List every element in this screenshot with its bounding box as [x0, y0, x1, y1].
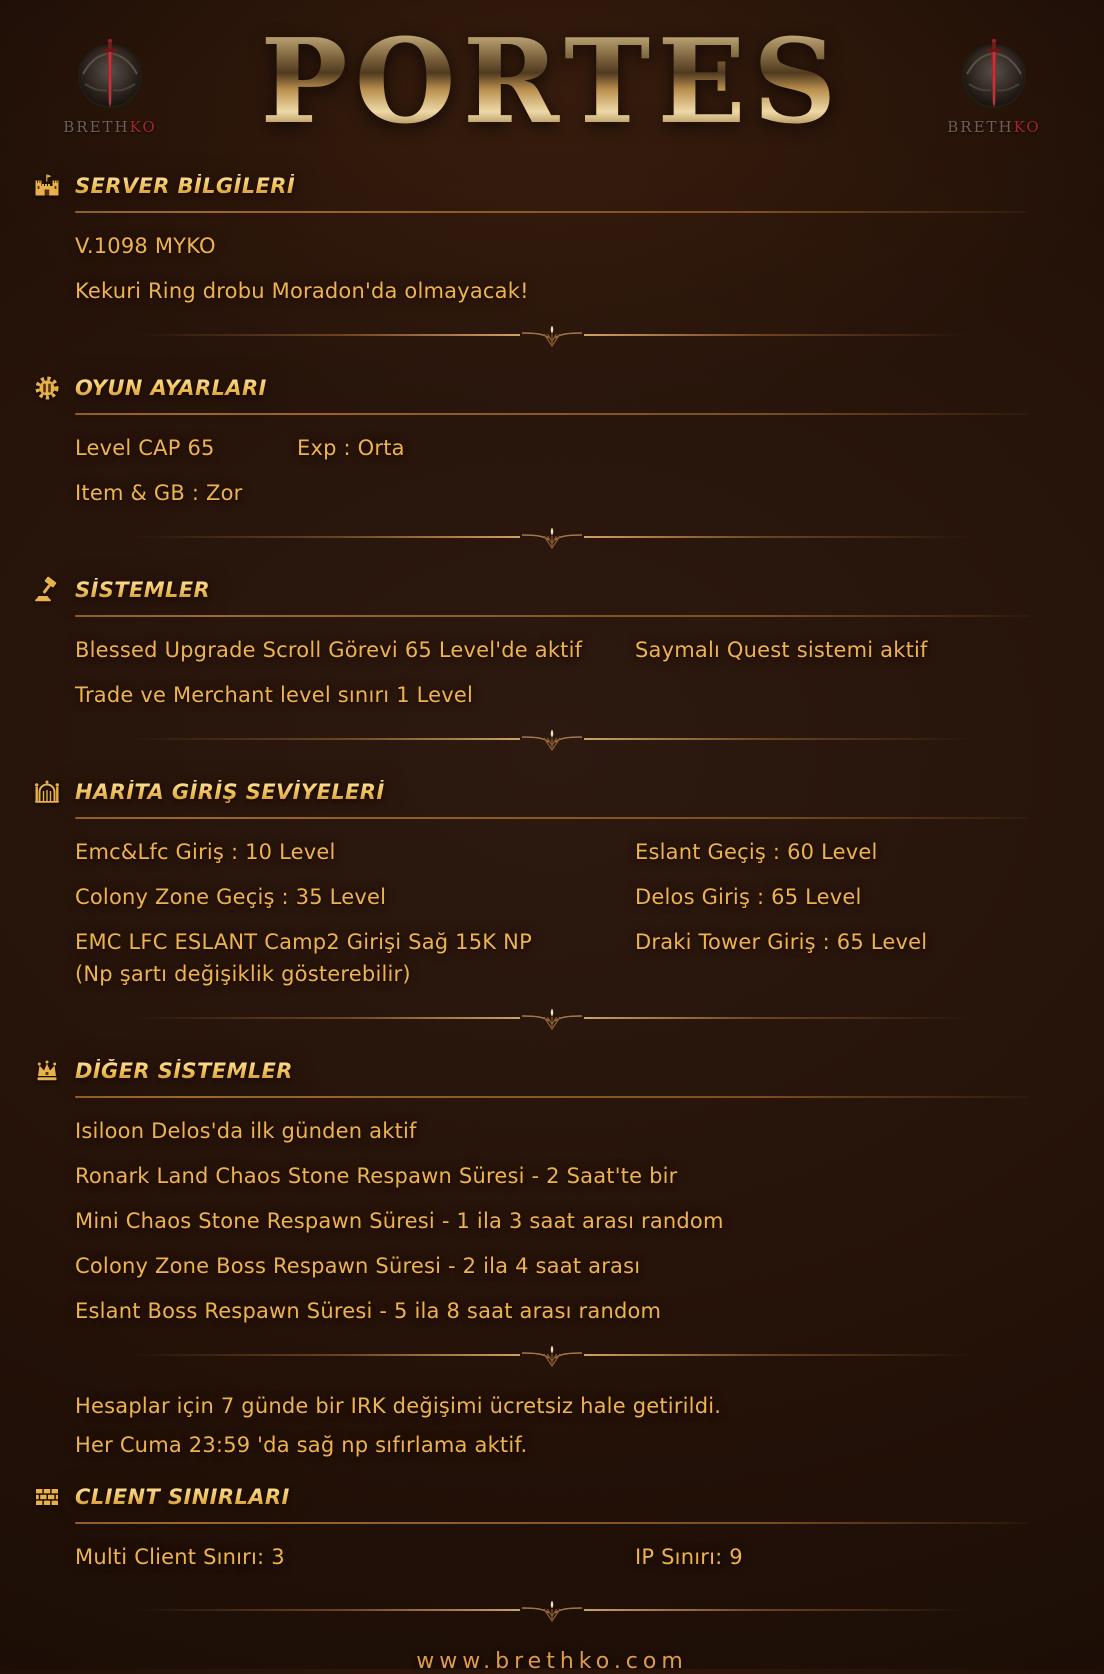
emc-lfc-entry-text: Emc&Lfc Giriş : 10 Level	[75, 840, 336, 864]
ornament-divider	[132, 526, 972, 550]
info-row	[75, 481, 1029, 505]
info-row	[75, 840, 1029, 864]
section-other-systems-header	[33, 1057, 1029, 1085]
portes-logo: PORTES	[0, 0, 1104, 155]
info-row	[75, 1164, 1029, 1188]
main-content	[0, 172, 1104, 1674]
header	[0, 0, 1104, 172]
brethko-sword-emblem-icon	[951, 36, 1037, 122]
crown-icon	[33, 1057, 61, 1085]
section-underline	[75, 211, 1029, 213]
np-condition-text: (Np şartı değişiklik gösterebilir)	[75, 962, 411, 986]
np-reset-note-text: Her Cuma 23:59 'da sağ np sıfırlama aktif.	[75, 1433, 528, 1457]
isiloon-text: Isiloon Delos'da ilk günden aktif	[75, 1119, 417, 1143]
section-underline	[75, 1522, 1029, 1524]
divider-ornament-icon	[520, 1344, 584, 1368]
brethko-wordmark-breth: BRETH	[947, 118, 1014, 136]
ornament-divider	[132, 1007, 972, 1031]
info-row	[75, 683, 1029, 707]
divider-ornament-icon	[520, 324, 584, 348]
info-row	[75, 885, 1029, 909]
section-underline	[75, 413, 1029, 415]
gear-icon	[33, 374, 61, 402]
divider-ornament-icon	[520, 1007, 584, 1031]
info-row	[75, 930, 1029, 986]
race-change-note-text: Hesaplar için 7 günde bir IRK değişimi ücretsiz hale getirildi.	[75, 1394, 722, 1418]
ronark-chaos-stone-text: Ronark Land Chaos Stone Respawn Süresi - 2 Saat'te bir	[75, 1164, 678, 1188]
other-systems-notes	[75, 1394, 1029, 1457]
blessed-scroll-text: Blessed Upgrade Scroll Görevi 65 Level'de aktif	[75, 638, 583, 662]
section-underline	[75, 1096, 1029, 1098]
gavel-icon	[33, 576, 61, 604]
colony-zone-boss-text: Colony Zone Boss Respawn Süresi - 2 ila 4 saat arası	[75, 1254, 641, 1278]
info-row	[75, 1299, 1029, 1323]
divider-ornament-icon	[520, 526, 584, 550]
section-map-entry-levels-header	[33, 778, 1029, 806]
camp2-entry-text: EMC LFC ESLANT Camp2 Girişi Sağ 15K NP	[75, 930, 532, 954]
section-systems-header	[33, 576, 1029, 604]
colony-zone-pass-text: Colony Zone Geçiş : 35 Level	[75, 885, 387, 909]
exp-rate-text: Exp : Orta	[297, 436, 405, 460]
ornament-divider	[132, 728, 972, 752]
info-row	[75, 638, 1029, 662]
section-underline	[75, 615, 1029, 617]
divider-ornament-icon	[520, 1599, 584, 1623]
section-game-settings-header	[33, 374, 1029, 402]
mini-chaos-stone-text: Mini Chaos Stone Respawn Süresi - 1 ila 3 saat arası random	[75, 1209, 724, 1233]
info-row	[75, 1254, 1029, 1278]
section-game-settings	[75, 374, 1029, 505]
server-version-text: V.1098 MYKO	[75, 234, 216, 258]
bricks-icon	[33, 1483, 61, 1511]
castle-icon	[33, 172, 61, 200]
level-cap-text: Level CAP 65	[75, 436, 215, 460]
section-other-systems	[75, 1057, 1029, 1457]
info-row	[75, 436, 1029, 460]
camp2-entry-block	[75, 930, 635, 986]
section-server-info-header	[33, 172, 1029, 200]
footer-url[interactable]: www.brethko.com	[416, 1649, 688, 1674]
brethko-wordmark-ko: KO	[1013, 118, 1041, 136]
info-row	[75, 279, 1029, 303]
ornament-divider	[132, 1344, 972, 1368]
quest-system-text: Saymalı Quest sistemi aktif	[635, 638, 928, 662]
section-title: SERVER BİLGİLERİ	[75, 174, 296, 198]
multi-client-limit-text: Multi Client Sınırı: 3	[75, 1545, 285, 1569]
section-underline	[75, 817, 1029, 819]
section-systems	[75, 576, 1029, 707]
delos-entry-text: Delos Giriş : 65 Level	[635, 885, 862, 909]
section-title: HARİTA GİRİŞ SEVİYELERİ	[75, 780, 385, 804]
section-title: OYUN AYARLARI	[75, 376, 267, 400]
section-title: DİĞER SİSTEMLER	[75, 1059, 293, 1083]
item-gb-text: Item & GB : Zor	[75, 481, 243, 505]
ornament-divider	[132, 324, 972, 348]
section-server-info	[75, 172, 1029, 303]
section-map-entry-levels	[75, 778, 1029, 986]
draki-tower-entry-text: Draki Tower Giriş : 65 Level	[635, 930, 928, 954]
section-client-limits-header	[33, 1483, 1029, 1511]
section-title: CLIENT SINIRLARI	[75, 1485, 290, 1509]
info-row	[75, 234, 1029, 258]
info-row	[75, 1119, 1029, 1143]
eslant-boss-text: Eslant Boss Respawn Süresi - 5 ila 8 saat arası random	[75, 1299, 662, 1323]
ornament-divider	[132, 1599, 972, 1623]
server-note-text: Kekuri Ring drobu Moradon'da olmayacak!	[75, 279, 529, 303]
section-title: SİSTEMLER	[75, 578, 211, 602]
section-client-limits	[75, 1483, 1029, 1569]
brethko-wordmark	[932, 118, 1056, 136]
brethko-logo-right	[932, 36, 1056, 136]
eslant-pass-text: Eslant Geçiş : 60 Level	[635, 840, 878, 864]
ip-limit-text: IP Sınırı: 9	[635, 1545, 743, 1569]
info-row	[75, 1545, 1029, 1569]
divider-ornament-icon	[520, 728, 584, 752]
trade-merchant-text: Trade ve Merchant level sınırı 1 Level	[75, 683, 474, 707]
gate-icon	[33, 778, 61, 806]
info-row	[75, 1209, 1029, 1233]
